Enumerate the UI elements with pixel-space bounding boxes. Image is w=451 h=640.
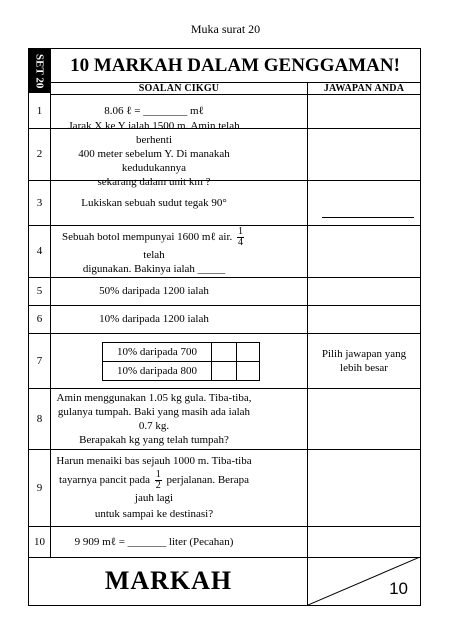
fraction-numerator: 1: [238, 225, 243, 237]
comparison-answer-box[interactable]: [237, 362, 259, 380]
question-line-part: perjalanan. Berapa jauh lagi: [134, 474, 249, 504]
comparison-option: 10% daripada 800: [103, 362, 212, 380]
fraction-quarter: [237, 227, 244, 248]
comparison-option: 10% daripada 700: [103, 343, 212, 361]
question-line-part: telah: [143, 248, 165, 261]
answer-blank-line[interactable]: [322, 217, 414, 218]
question-text: Lukiskan sebuah sudut tegak 90°: [81, 196, 227, 209]
question-text: [51, 388, 257, 449]
comparison-table: [102, 342, 260, 381]
comparison-answer-box[interactable]: [212, 362, 237, 380]
question-line: gulanya tumpah. Baki yang masih ada ialah 0.7 kg.: [57, 405, 251, 432]
question-line: 400 meter sebelum Y. Di manakah kedudukannya: [78, 148, 230, 174]
fraction-denominator: 2: [155, 480, 161, 491]
answer-hint-line: lebih besar: [340, 361, 388, 374]
question-number: 4: [36, 245, 43, 257]
question-line: digunakan. Bakinya ialah _____: [82, 262, 226, 275]
question-number: 2: [36, 148, 43, 160]
comparison-answer-box[interactable]: [212, 343, 237, 361]
comparison-row: [103, 361, 259, 380]
page-number-label: Muka surat 20: [190, 22, 261, 36]
score-total: 10: [389, 579, 408, 598]
column-header-question: SOALAN CIKGU: [138, 83, 220, 94]
set-label: SET 20: [33, 53, 46, 89]
question-number: 1: [36, 105, 43, 117]
worksheet-title: 10 MARKAH DALAM GENGGAMAN!: [50, 49, 420, 83]
set-tab: [29, 49, 50, 93]
question-line: Amin menggunakan 1.05 kg gula. Tiba-tiba,: [56, 391, 252, 404]
question-line: sekarang dalam unit km ?: [97, 176, 211, 188]
fraction-denominator: 4: [238, 236, 243, 248]
markah-label: MARKAH: [104, 566, 233, 595]
question-number: 5: [36, 285, 43, 297]
question-text: [51, 120, 257, 188]
question-line: [51, 470, 257, 505]
answer-hint: [308, 333, 420, 388]
divider: [307, 83, 308, 557]
question-text: 50% daripada 1200 ialah: [99, 285, 209, 297]
question-text: [51, 449, 257, 526]
question-line: Harun menaiki bas sejauh 1000 m. Tiba-tiba: [56, 455, 252, 467]
question-line: [51, 227, 257, 262]
question-text: [51, 225, 257, 277]
question-number: 6: [36, 313, 43, 325]
score-box[interactable]: [308, 557, 420, 605]
answer-hint-line: Pilih jawapan yang: [321, 347, 407, 360]
question-line: Jarak X ke Y ialah 1500 m. Amin telah berhenti: [68, 120, 240, 146]
comparison-answer-box[interactable]: [237, 343, 259, 361]
question-number: 10: [34, 535, 45, 548]
question-number: 7: [36, 354, 43, 367]
question-line-part: Sebuah botol mempunyai 1600 mℓ air.: [62, 230, 233, 243]
question-line: Berapakah kg yang telah tumpah?: [79, 433, 229, 446]
column-header-answer: JAWAPAN ANDA: [323, 83, 405, 94]
comparison-row: [103, 343, 259, 361]
question-line: untuk sampai ke destinasi?: [94, 508, 214, 520]
question-number: 3: [36, 196, 43, 209]
question-text: 8.06 ℓ = ________ mℓ: [104, 105, 204, 117]
question-text: 9 909 mℓ = _______ liter (Pecahan): [74, 535, 234, 548]
question-line-part: tayarnya pancit pada: [59, 474, 151, 487]
question-number: 8: [36, 412, 43, 425]
question-number: 9: [36, 481, 43, 494]
question-text: 10% daripada 1200 ialah: [99, 313, 209, 325]
fraction-half: [155, 470, 162, 491]
fraction-numerator: 1: [155, 469, 161, 480]
worksheet: [28, 48, 421, 606]
